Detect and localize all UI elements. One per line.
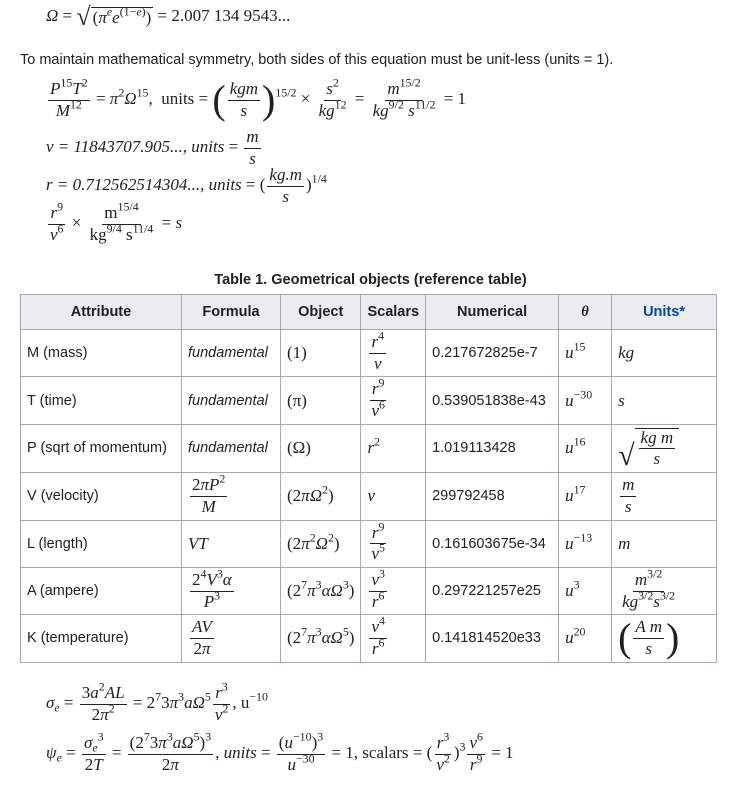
- cell-units: s: [612, 377, 717, 424]
- cell-theta: $u^{15}$: [559, 330, 612, 377]
- cell-numerical: 0.141814520e33: [426, 615, 559, 662]
- table-row: [21, 567, 717, 614]
- cell-object: $(2\pi^2\Omega^2)$: [281, 520, 361, 567]
- cell-attribute: M (mass): [21, 330, 182, 377]
- radius-equation: r = 0.712562514304..., units = ( $\frac{kg.m}{s}$ )$^{1/4}$: [46, 165, 327, 206]
- table-row: [21, 473, 717, 520]
- cell-units: kg: [612, 330, 717, 377]
- cell-units: ( $\frac{\text{A m}}{s}$ ): [612, 615, 717, 662]
- header-units-link[interactable]: Units*: [612, 295, 717, 330]
- omega-result: = 2.007 134 9543...: [157, 6, 291, 25]
- table-row: [21, 377, 717, 424]
- psi-tail: = 1, scalars =: [331, 743, 423, 763]
- cell-theta: $u^{17}$: [559, 473, 612, 520]
- scalar-equation: $\frac{r^9}{v^6}$ × $\frac{m^{15/4}}{kg^{9/4} s^{11/4}}$ = s: [50, 199, 183, 244]
- cell-formula: fundamental: [182, 424, 281, 472]
- cell-object: (1): [281, 330, 361, 377]
- cell-attribute: A (ampere): [21, 567, 182, 614]
- cell-scalars: $\frac{v^4}{r^6}$: [361, 615, 426, 662]
- cell-object: $(2^7\pi^3\alpha\Omega^5)$: [281, 615, 361, 662]
- cell-numerical: 0.539051838e-43: [426, 377, 559, 424]
- cell-theta: $u^{-13}$: [559, 520, 612, 567]
- cell-object: (π): [281, 377, 361, 424]
- table-header-row: [21, 295, 717, 330]
- cell-numerical: 1.019113428: [426, 424, 559, 472]
- cell-numerical: 0.161603675e-34: [426, 520, 559, 567]
- cell-scalars: $\frac{r^9}{v^5}$: [361, 520, 426, 567]
- cell-object: $(2^7\pi^3\alpha\Omega^3)$: [281, 567, 361, 614]
- cell-theta: $u^{-30}$: [559, 377, 612, 424]
- geometrical-objects-table: [20, 294, 717, 663]
- omega-equation: Ω = √ $(\pi^ee^{(1-e)})$ = 2.007 134 9543...: [46, 1, 291, 31]
- radius-value: r = 0.712562514304...,: [46, 175, 209, 195]
- table-row: [21, 520, 717, 567]
- velocity-equation: v = 11843707.905..., units = $\frac{m}{s}$: [46, 127, 259, 168]
- cell-formula: $\frac{AV}{2\pi}$: [182, 615, 281, 662]
- table-caption: Table 1. Geometrical objects (reference table): [214, 272, 527, 288]
- sigma-equation: $\sigma_e$ = $\frac{3a^2AL}{2\pi^2}$ = $2^73\pi^3a\Omega^5$ $\frac{r^3}{v^2}$ , $u^{-10}$: [46, 679, 268, 724]
- cell-numerical: 0.297221257e25: [426, 567, 559, 614]
- table-row: [21, 615, 717, 662]
- cell-formula: VT: [182, 520, 281, 567]
- header-formula[interactable]: Formula: [182, 295, 281, 330]
- cell-attribute: L (length): [21, 520, 182, 567]
- cell-object: (Ω): [281, 424, 361, 472]
- cell-formula: $\frac{2\pi P^2}{M}$: [182, 473, 281, 520]
- cell-units: m: [612, 520, 717, 567]
- header-scalars[interactable]: Scalars: [361, 295, 426, 330]
- symmetry-equation: $\frac{P^{15}T^2}{M^{12}}$ = $\pi^2\Omega^{15}$, units = ( $\frac{\text{kgm}}{s}$ )$^{15/2}$ × $\frac{s^2}{kg^{12}}$ = $\frac{m^{15/2}}{kg^{9/2} s^{11/2}}$ = 1: [50, 75, 467, 123]
- cell-theta: $u^3$: [559, 567, 612, 614]
- cell-formula: $\frac{2^4V^3\alpha}{P^3}$: [182, 567, 281, 614]
- cell-attribute: P (sqrt of momentum): [21, 424, 182, 472]
- cell-attribute: K (temperature): [21, 615, 182, 662]
- cell-attribute: T (time): [21, 377, 182, 424]
- cell-scalars: $r^2$: [361, 424, 426, 472]
- cell-scalars: $\frac{r^4}{v}$: [361, 330, 426, 377]
- table-row: [21, 424, 717, 472]
- cell-units: $\frac{m}{s}$: [612, 473, 717, 520]
- cell-attribute: V (velocity): [21, 473, 182, 520]
- cell-formula: fundamental: [182, 377, 281, 424]
- header-theta[interactable]: θ: [559, 295, 612, 330]
- psi-equation: $\psi_e$ = $\frac{\sigma_e^3}{2T}$ = $\frac{(2^73\pi^3a\Omega^5)^3}{2\pi}$ , units = $\frac{(u^{-10})^3}{u^{-30}}$ = 1, scalars = ( $\frac{r^3}{v^2}$ )$^3$ $\frac{v^6}{r^9}$ = 1: [46, 729, 514, 774]
- header-object[interactable]: Object: [281, 295, 361, 330]
- cell-units: $\frac{m^{3/2}}{kg^{3/2}s^{3/2}}$: [612, 567, 717, 614]
- cell-formula: fundamental: [182, 330, 281, 377]
- cell-scalars: $\frac{r^9}{v^6}$: [361, 377, 426, 424]
- table-row: [21, 330, 717, 377]
- cell-numerical: 299792458: [426, 473, 559, 520]
- cell-scalars: $\frac{v^3}{r^6}$: [361, 567, 426, 614]
- cell-theta: $u^{16}$: [559, 424, 612, 472]
- sigma-tail: , u: [232, 693, 250, 713]
- cell-object: $(2\pi\Omega^2)$: [281, 473, 361, 520]
- unitless-note: To maintain mathematical symmetry, both sides of this equation must be unit-less (units = 1).: [20, 52, 614, 68]
- cell-theta: $u^{20}$: [559, 615, 612, 662]
- cell-scalars: v: [361, 473, 426, 520]
- cell-units: √ $\frac{\text{kg m}}{s}$: [612, 424, 717, 472]
- cell-numerical: 0.217672825e-7: [426, 330, 559, 377]
- velocity-value: v = 11843707.905...,: [46, 137, 192, 157]
- header-numerical[interactable]: Numerical: [426, 295, 559, 330]
- header-attribute[interactable]: Attribute: [21, 295, 182, 330]
